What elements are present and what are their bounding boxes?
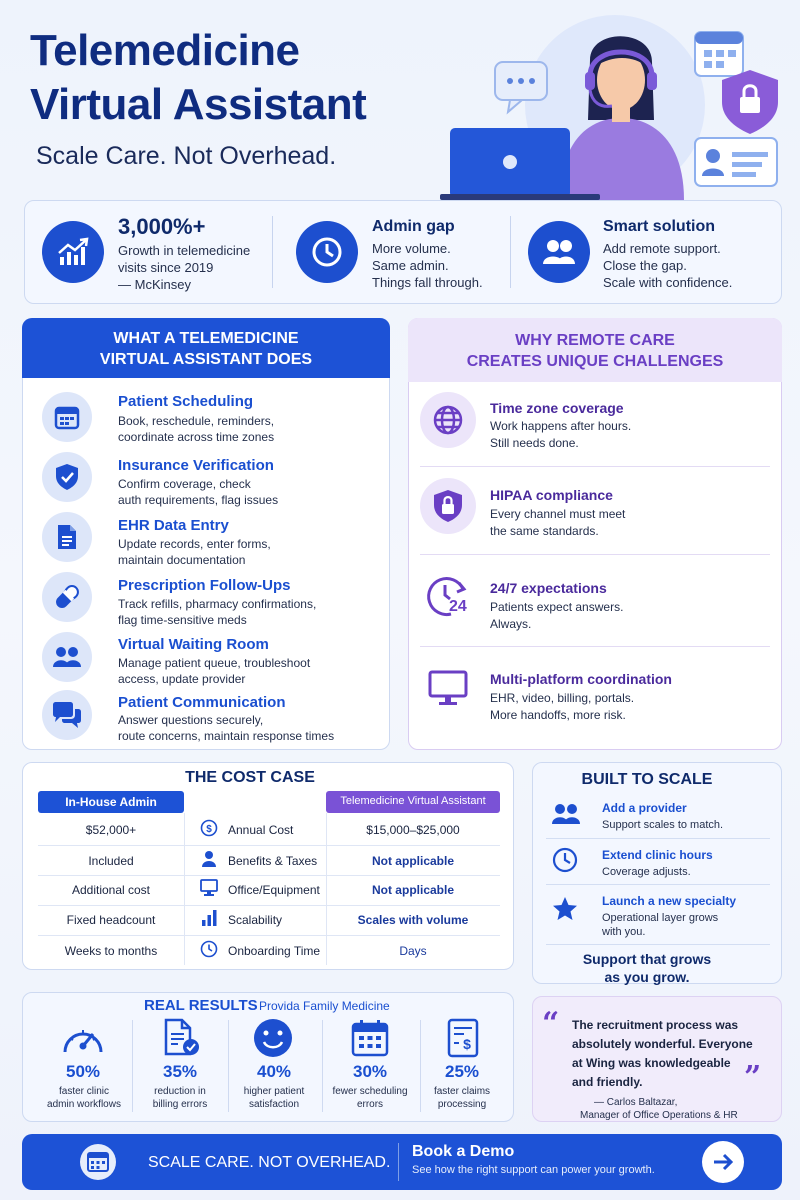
challenge-title: Time zone coverage [490,400,624,416]
calendar-icon [695,32,743,76]
service-line: Book, reschedule, reminders, [118,414,275,428]
services-header-line1: WHAT A TELEMEDICINE [113,330,299,347]
cost-col-left-label: In-House Admin [65,795,157,809]
document-check-icon [162,1018,202,1058]
service-line: Manage patient queue, troubleshoot [118,656,311,670]
lock-icon [420,478,476,534]
challenge-line: the same standards. [490,524,599,538]
services-header-line2: VIRTUAL ASSISTANT DOES [99,351,313,368]
service-line: Answer questions securely, [118,713,264,727]
dollar-icon [200,819,218,837]
service-title: Insurance Verification [118,457,274,474]
cost-cell-right: Not applicable [371,854,454,868]
testimonial-role: Manager of Office Operations & HR [580,1110,738,1121]
testimonial-line: at Wing was knowledgeable [572,1056,731,1070]
scale-item-line: Coverage adjusts. [602,866,691,878]
results-title: REAL RESULTS [144,997,258,1014]
cost-row-label: Office/Equipment [228,883,320,897]
clock-icon [296,221,358,283]
result-label: faster claims [433,1086,491,1097]
document-icon [42,512,92,562]
challenge-line: Patients expect answers. [490,600,624,614]
stat-title: Smart solution [603,218,716,235]
result-label: billing errors [152,1099,208,1110]
invoice-icon [446,1018,480,1058]
results-subtitle: Provida Family Medicine [259,999,390,1013]
row-divider [38,935,500,936]
cta-title[interactable]: Book a Demo [412,1143,515,1160]
result-label: fewer scheduling [332,1086,408,1097]
hero-illustration [440,10,790,200]
result-label: admin workflows [47,1099,121,1110]
id-card-icon [695,138,777,186]
stat-line: Add remote support. [603,241,721,256]
service-line: access, update provider [118,672,246,686]
testimonial-line: absolutely wonderful. Everyone [572,1037,753,1051]
stat-line: More volume. [372,241,451,256]
arrow-right-button[interactable] [702,1141,744,1183]
result-label: faster clinic [58,1086,109,1097]
clock-24-badge: 24 [449,598,467,615]
divider [420,646,770,647]
cost-col-right-label: Telemedicine Virtual Assistant [340,795,486,807]
service-title: Virtual Waiting Room [118,636,269,653]
result-label: reduction in [154,1086,206,1097]
page-title-line2: Virtual Assistant [30,80,367,129]
tagline: Scale Care. Not Overhead. [36,142,337,170]
row-divider [38,845,500,846]
cta-left-text: SCALE CARE. NOT OVERHEAD. [148,1154,391,1171]
divider [546,944,770,945]
challenge-line: More handoffs, more risk. [490,708,626,722]
person-icon [201,850,217,868]
service-title: Prescription Follow-Ups [118,577,291,594]
chat-icon [42,690,92,740]
challenge-title: Multi-platform coordination [490,671,672,687]
cost-col-divider [184,813,185,965]
cost-cell-right: Scales with volume [357,913,469,927]
shield-check-icon [42,452,92,502]
cost-cell-left: Additional cost [71,883,151,897]
cost-cell-right: Not applicable [371,883,454,897]
stat-line: Things fall through. [372,275,483,290]
result-value: 40% [256,1062,292,1081]
cost-row-label: Benefits & Taxes [228,854,318,868]
challenge-line: Every channel must meet [490,507,626,521]
stat-line: visits since 2019 [118,260,214,275]
growth-chart-icon [42,221,104,283]
challenge-title: HIPAA compliance [490,487,613,503]
calendar-icon [78,1144,118,1180]
testimonial-line: The recruitment process was [572,1018,739,1032]
challenge-line: Still needs done. [490,436,579,450]
arrow-right-icon [712,1153,734,1171]
star-icon [552,896,578,922]
divider [546,884,770,885]
testimonial-author: — Carlos Baltazar, [594,1097,678,1108]
people-icon [528,221,590,283]
result-label: satisfaction [248,1099,300,1110]
people-icon [551,803,581,825]
service-title: Patient Scheduling [118,393,254,410]
result-value: 50% [65,1062,101,1081]
cost-cell-left: Weeks to months [64,944,158,958]
challenges-header-line1: WHY REMOTE CARE [515,332,675,349]
result-label: errors [356,1099,384,1110]
stat-line: Same admin. [372,258,449,273]
scale-item-line: Operational layer grows [602,912,719,924]
monitor-icon [420,660,476,716]
scale-footer-line1: Support that grows [582,951,712,967]
cost-row-label: Scalability [228,913,283,927]
cost-cell-right: Days [399,944,427,958]
smiley-icon [252,1017,294,1059]
service-line: Track refills, pharmacy confirmations, [118,597,317,611]
service-line: route concerns, maintain response times [118,729,335,743]
scale-item-title: Add a provider [602,801,687,815]
pill-icon [42,572,92,622]
scale-item-line: Support scales to match. [602,819,724,831]
stat-line: Growth in telemedicine [118,243,251,258]
challenge-line: EHR, video, billing, portals. [490,691,635,705]
clock-icon [200,940,218,958]
service-line: Update records, enter forms, [118,537,271,551]
bar-chart-icon [201,909,218,926]
stat-line: Scale with confidence. [603,275,733,290]
divider [420,554,770,555]
cost-title: THE COST CASE [185,769,315,786]
stats-divider [510,216,511,288]
globe-icon [420,392,476,448]
cost-cell-left: Included [88,854,134,868]
challenges-header-line2: CREATES UNIQUE CHALLENGES [466,353,724,370]
people-icon [42,632,92,682]
result-value: 25% [444,1062,480,1081]
stat-title: Admin gap [372,218,455,235]
svg-text:$: $ [463,1036,471,1052]
stat-line: — McKinsey [118,277,191,292]
quote-close-icon: ” [744,1060,762,1095]
result-label: higher patient [243,1086,305,1097]
page-title-line1: Telemedicine [30,26,300,75]
service-line: flag time-sensitive meds [118,613,247,627]
svg-text:$: $ [206,824,212,835]
stat-line: Close the gap. [603,258,687,273]
challenge-line: Always. [490,617,532,631]
service-title: Patient Communication [118,694,286,711]
monitor-icon [200,879,218,896]
gauge-icon [60,1018,106,1058]
stat-value: 3,000%+ [118,214,206,239]
scale-footer-line2: as you grow. [604,969,690,985]
challenge-line: Work happens after hours. [490,419,632,433]
cta-banner[interactable] [22,1134,782,1190]
service-line: auth requirements, flag issues [118,493,279,507]
calendar-icon [42,392,92,442]
row-divider [38,875,500,876]
clock-icon [552,847,578,873]
divider [420,466,770,467]
scale-item-title: Extend clinic hours [602,848,713,862]
divider [546,838,770,839]
stats-divider [272,216,273,288]
result-value: 35% [162,1062,198,1081]
scale-item-line: with you. [602,926,646,938]
quote-open-icon: “ [542,1006,560,1041]
service-title: EHR Data Entry [118,517,229,534]
row-divider [38,905,500,906]
cost-cell-left: $52,000+ [85,823,137,837]
testimonial-line: and friendly. [572,1075,643,1089]
scale-item-title: Launch a new specialty [602,894,737,908]
service-line: coordinate across time zones [118,430,275,444]
cta-divider [398,1143,399,1181]
service-line: maintain documentation [118,553,246,567]
shield-lock-icon [722,70,778,134]
service-line: Confirm coverage, check [118,477,251,491]
cost-row-label: Annual Cost [228,823,294,837]
cta-subtitle: See how the right support can power your growth. [412,1164,655,1176]
calendar-icon [351,1019,389,1057]
challenge-title: 24/7 expectations [490,580,607,596]
clock-24-icon [420,568,476,624]
result-label: processing [437,1099,487,1110]
cost-row-label: Onboarding Time [228,944,321,958]
cost-cell-left: Fixed headcount [66,913,156,927]
result-value: 30% [352,1062,388,1081]
scale-title: BUILT TO SCALE [581,771,713,788]
cost-cell-right: $15,000–$25,000 [366,823,460,837]
